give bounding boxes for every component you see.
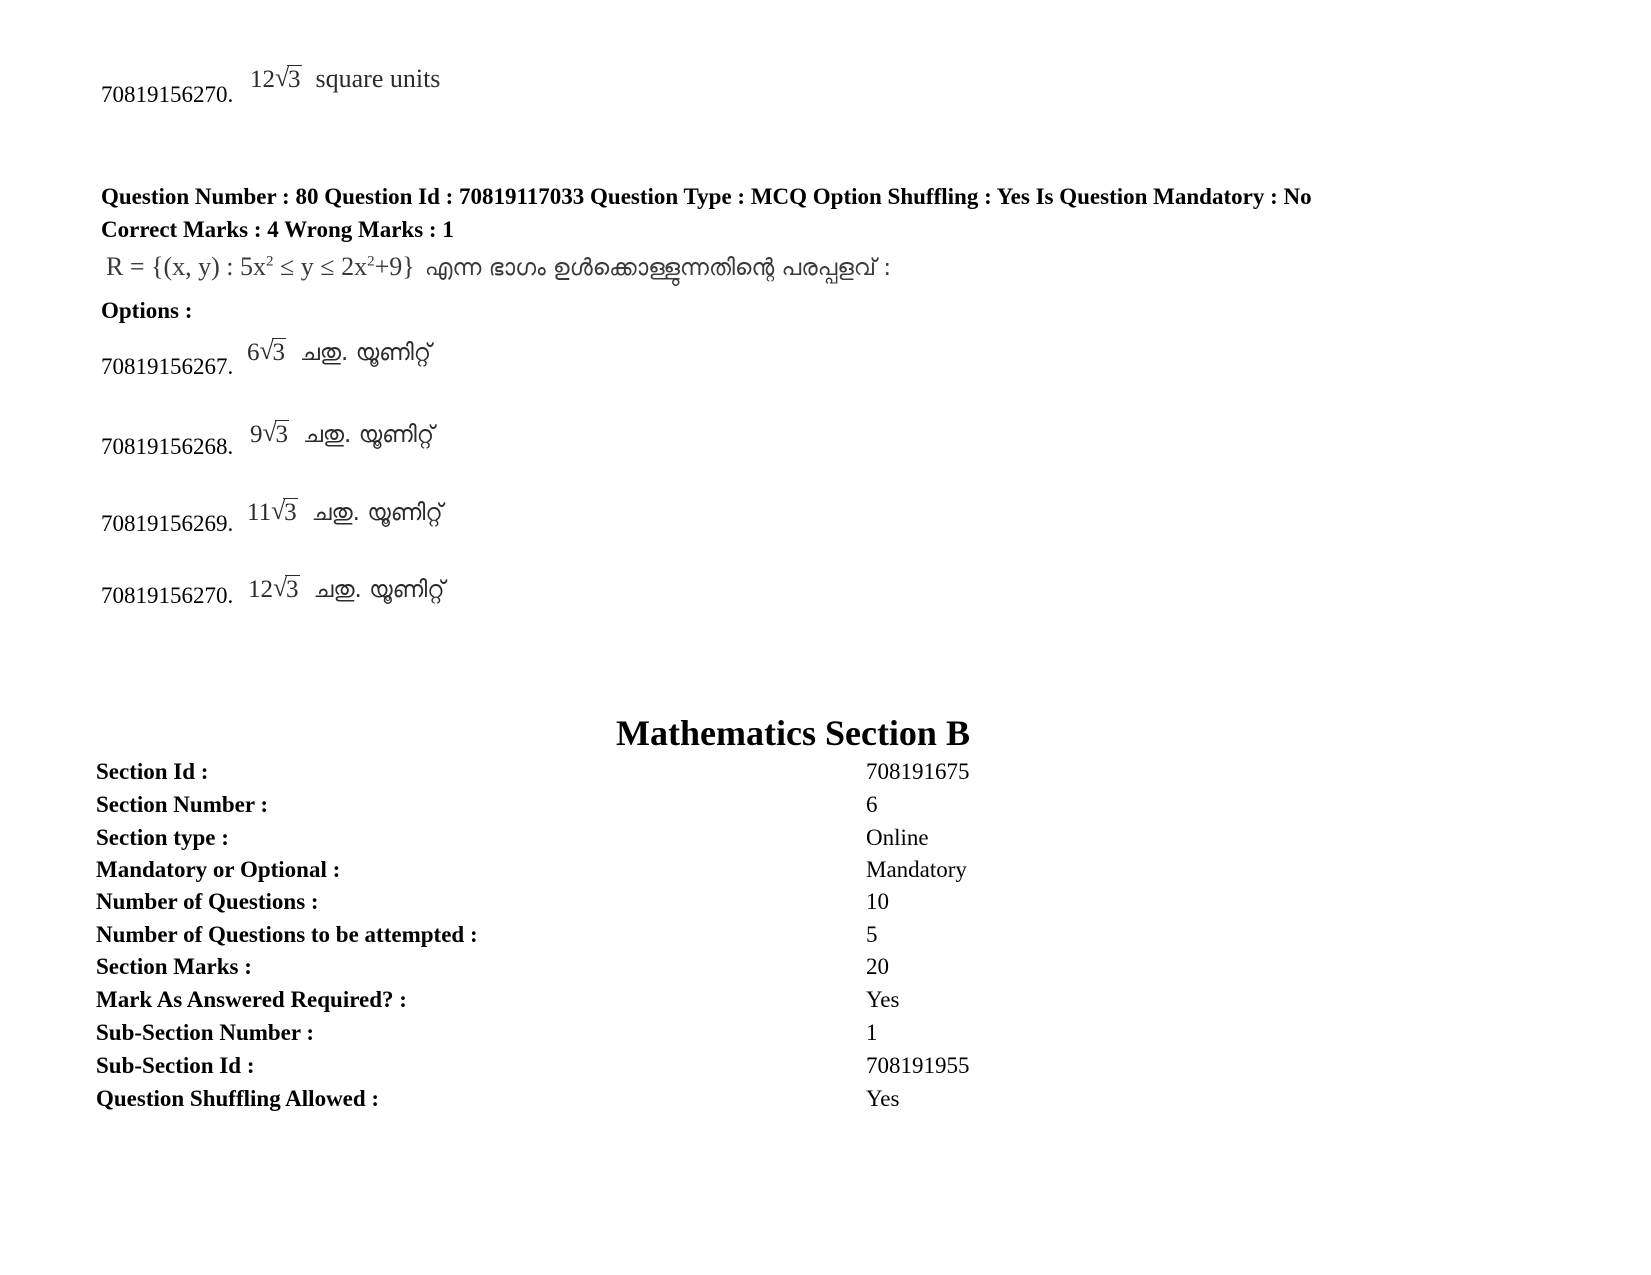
section-row-label: Section Id : [96,759,209,784]
option-answer-image [247,496,443,527]
section-row-label: Mark As Answered Required? : [96,987,407,1012]
section-row-label: Sub-Section Id : [96,1053,255,1078]
option-id: 70819156267. [101,354,234,379]
option-answer-image [250,418,435,449]
options-label: Options : [101,298,193,323]
section-row-value: 10 [866,889,889,914]
question-stem [106,252,891,282]
question-marks: Correct Marks : 4 Wrong Marks : 1 [101,217,454,242]
option-coefficient: 12 [248,576,273,603]
section-row-value: 5 [866,922,878,947]
section-row-value: 1 [866,1020,878,1045]
option-unit: ചതു. യൂണിറ്റ് [311,500,443,526]
stem-exponent: 2 [266,253,274,270]
section-title: Mathematics Section B [616,713,970,753]
square-root-symbol: √ 3 [271,496,297,526]
option-coefficient: 12 [250,66,275,93]
option-unit: ചതു. യൂണിറ്റ് [313,577,445,603]
square-root-symbol: √ 3 [262,418,288,448]
square-root-symbol: √ 3 [275,63,301,93]
section-row-value: Yes [866,1086,900,1111]
section-row-label: Section type : [96,825,229,850]
section-row-value: Mandatory [866,857,967,882]
section-row-value: 20 [866,954,889,979]
section-row-label: Sub-Section Number : [96,1020,315,1045]
option-answer-image [250,64,440,94]
option-radicand: 3 [286,576,299,603]
option-radicand: 3 [284,499,297,526]
stem-math-mid: ≤ y ≤ 2x [273,252,368,281]
section-row-value: Yes [866,987,900,1012]
option-unit: ചതു. യൂണിറ്റ് [303,422,435,448]
option-unit: ചതു. യൂണിറ്റ് [300,340,432,366]
option-answer-image [247,336,432,367]
section-row-label: Number of Questions to be attempted : [96,922,478,947]
option-radicand: 3 [272,339,285,366]
stem-text: എന്ന ഭാഗം ഉൾക്കൊള്ളുന്നതിന്റെ പരപ്പളവ് : [424,255,892,281]
question-header: Question Number : 80 Question Id : 70819117033 Question Type : MCQ Option Shuffling : Yes Is Question Mandatory : No [101,184,1312,209]
stem-math-post: +9} [374,252,415,281]
option-answer-image [248,573,445,604]
section-row-label: Mandatory or Optional : [96,857,341,882]
option-coefficient: 9 [250,421,263,448]
option-id: 70819156268. [101,434,234,459]
section-row-label: Section Number : [96,792,269,817]
stem-exponent: 2 [367,253,375,270]
option-id: 70819156270. [101,583,234,608]
stem-math-pre: R = {(x, y) : 5x [106,252,267,281]
square-root-symbol: √ 3 [259,336,285,366]
option-radicand: 3 [275,421,288,448]
section-row-label: Section Marks : [96,954,252,979]
option-coefficient: 11 [247,499,272,526]
section-row-label: Number of Questions : [96,889,319,914]
option-id: 70819156269. [101,511,234,536]
option-id: 70819156270. [101,82,234,107]
section-row-value: 708191955 [866,1053,970,1078]
section-row-value: Online [866,825,929,850]
section-row-label: Question Shuffling Allowed : [96,1086,380,1111]
section-row-value: 6 [866,792,878,817]
option-coefficient: 6 [247,339,260,366]
section-row-value: 708191675 [866,759,970,784]
option-unit: square units [315,64,441,93]
square-root-symbol: √ 3 [273,573,299,603]
option-radicand: 3 [288,66,301,93]
